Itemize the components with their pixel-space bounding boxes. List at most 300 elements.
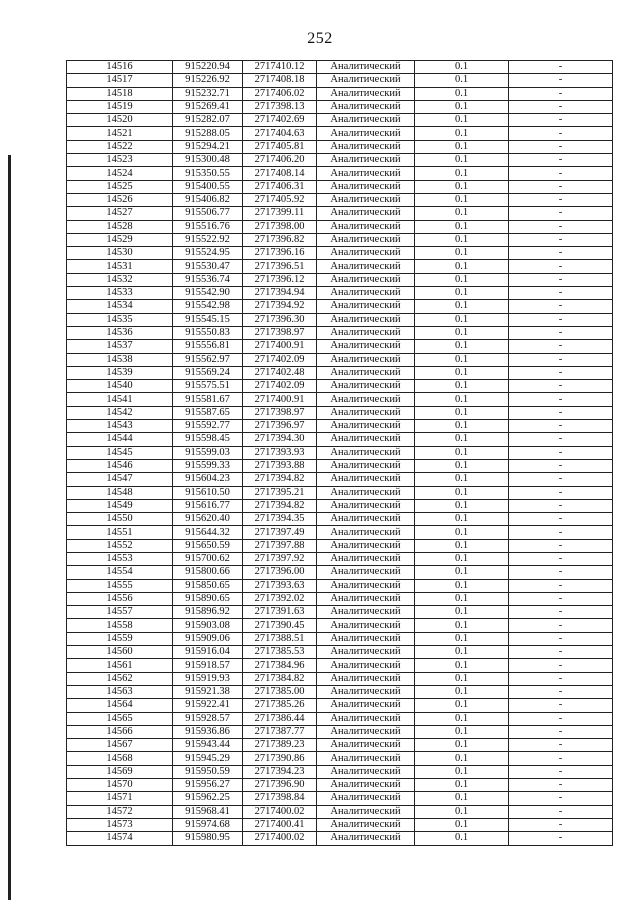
x-coordinate-cell: 915300.48 xyxy=(173,154,243,167)
method-cell: Аналитический xyxy=(317,685,415,698)
x-coordinate-cell: 915950.59 xyxy=(173,765,243,778)
point-number-cell: 14550 xyxy=(67,513,173,526)
method-cell: Аналитический xyxy=(317,154,415,167)
table-row xyxy=(67,606,613,619)
point-number-cell: 14569 xyxy=(67,765,173,778)
table-row xyxy=(67,446,613,459)
accuracy-cell: 0.1 xyxy=(415,619,509,632)
method-cell: Аналитический xyxy=(317,273,415,286)
x-coordinate-cell: 915269.41 xyxy=(173,100,243,113)
x-coordinate-cell: 915598.45 xyxy=(173,433,243,446)
x-coordinate-cell: 915550.83 xyxy=(173,326,243,339)
table-row xyxy=(67,220,613,233)
point-number-cell: 14524 xyxy=(67,167,173,180)
x-coordinate-cell: 915350.55 xyxy=(173,167,243,180)
table-row xyxy=(67,459,613,472)
note-cell: - xyxy=(509,725,613,738)
accuracy-cell: 0.1 xyxy=(415,180,509,193)
point-number-cell: 14561 xyxy=(67,659,173,672)
accuracy-cell: 0.1 xyxy=(415,193,509,206)
table-row xyxy=(67,659,613,672)
method-cell: Аналитический xyxy=(317,233,415,246)
method-cell: Аналитический xyxy=(317,486,415,499)
method-cell: Аналитический xyxy=(317,366,415,379)
accuracy-cell: 0.1 xyxy=(415,300,509,313)
accuracy-cell: 0.1 xyxy=(415,61,509,74)
note-cell: - xyxy=(509,765,613,778)
method-cell: Аналитический xyxy=(317,247,415,260)
accuracy-cell: 0.1 xyxy=(415,167,509,180)
accuracy-cell: 0.1 xyxy=(415,366,509,379)
x-coordinate-cell: 915943.44 xyxy=(173,739,243,752)
page-number: 252 xyxy=(307,30,333,47)
note-cell: - xyxy=(509,672,613,685)
note-cell: - xyxy=(509,619,613,632)
accuracy-cell: 0.1 xyxy=(415,313,509,326)
table-row xyxy=(67,247,613,260)
note-cell: - xyxy=(509,685,613,698)
method-cell: Аналитический xyxy=(317,712,415,725)
y-coordinate-cell: 2717386.44 xyxy=(243,712,317,725)
x-coordinate-cell: 915587.65 xyxy=(173,406,243,419)
note-cell: - xyxy=(509,632,613,645)
x-coordinate-cell: 915599.33 xyxy=(173,459,243,472)
y-coordinate-cell: 2717396.82 xyxy=(243,233,317,246)
accuracy-cell: 0.1 xyxy=(415,539,509,552)
y-coordinate-cell: 2717396.90 xyxy=(243,779,317,792)
note-cell: - xyxy=(509,114,613,127)
method-cell: Аналитический xyxy=(317,140,415,153)
note-cell: - xyxy=(509,87,613,100)
table-row xyxy=(67,499,613,512)
table-row xyxy=(67,180,613,193)
method-cell: Аналитический xyxy=(317,739,415,752)
accuracy-cell: 0.1 xyxy=(415,486,509,499)
method-cell: Аналитический xyxy=(317,326,415,339)
y-coordinate-cell: 2717397.88 xyxy=(243,539,317,552)
method-cell: Аналитический xyxy=(317,699,415,712)
note-cell: - xyxy=(509,699,613,712)
accuracy-cell: 0.1 xyxy=(415,725,509,738)
table-row xyxy=(67,566,613,579)
method-cell: Аналитический xyxy=(317,340,415,353)
point-number-cell: 14566 xyxy=(67,725,173,738)
note-cell: - xyxy=(509,513,613,526)
point-number-cell: 14543 xyxy=(67,420,173,433)
accuracy-cell: 0.1 xyxy=(415,446,509,459)
accuracy-cell: 0.1 xyxy=(415,459,509,472)
accuracy-cell: 0.1 xyxy=(415,752,509,765)
method-cell: Аналитический xyxy=(317,752,415,765)
y-coordinate-cell: 2717402.69 xyxy=(243,114,317,127)
note-cell: - xyxy=(509,712,613,725)
method-cell: Аналитический xyxy=(317,592,415,605)
note-cell: - xyxy=(509,247,613,260)
method-cell: Аналитический xyxy=(317,446,415,459)
accuracy-cell: 0.1 xyxy=(415,672,509,685)
note-cell: - xyxy=(509,127,613,140)
note-cell: - xyxy=(509,287,613,300)
note-cell: - xyxy=(509,233,613,246)
table-row xyxy=(67,326,613,339)
y-coordinate-cell: 2717393.88 xyxy=(243,459,317,472)
point-number-cell: 14554 xyxy=(67,566,173,579)
y-coordinate-cell: 2717394.82 xyxy=(243,473,317,486)
table-row xyxy=(67,779,613,792)
x-coordinate-cell: 915406.82 xyxy=(173,193,243,206)
point-number-cell: 14552 xyxy=(67,539,173,552)
accuracy-cell: 0.1 xyxy=(415,473,509,486)
method-cell: Аналитический xyxy=(317,180,415,193)
note-cell: - xyxy=(509,539,613,552)
point-number-cell: 14537 xyxy=(67,340,173,353)
note-cell: - xyxy=(509,140,613,153)
accuracy-cell: 0.1 xyxy=(415,659,509,672)
point-number-cell: 14534 xyxy=(67,300,173,313)
table-row xyxy=(67,725,613,738)
point-number-cell: 14556 xyxy=(67,592,173,605)
note-cell: - xyxy=(509,313,613,326)
method-cell: Аналитический xyxy=(317,300,415,313)
accuracy-cell: 0.1 xyxy=(415,685,509,698)
point-number-cell: 14530 xyxy=(67,247,173,260)
x-coordinate-cell: 915569.24 xyxy=(173,366,243,379)
x-coordinate-cell: 915928.57 xyxy=(173,712,243,725)
x-coordinate-cell: 915921.38 xyxy=(173,685,243,698)
note-cell: - xyxy=(509,420,613,433)
point-number-cell: 14516 xyxy=(67,61,173,74)
point-number-cell: 14547 xyxy=(67,473,173,486)
accuracy-cell: 0.1 xyxy=(415,739,509,752)
x-coordinate-cell: 915575.51 xyxy=(173,380,243,393)
y-coordinate-cell: 2717392.02 xyxy=(243,592,317,605)
table-row xyxy=(67,539,613,552)
accuracy-cell: 0.1 xyxy=(415,499,509,512)
accuracy-cell: 0.1 xyxy=(415,632,509,645)
table-row xyxy=(67,340,613,353)
x-coordinate-cell: 915581.67 xyxy=(173,393,243,406)
table-row xyxy=(67,87,613,100)
x-coordinate-cell: 915542.98 xyxy=(173,300,243,313)
x-coordinate-cell: 915903.08 xyxy=(173,619,243,632)
method-cell: Аналитический xyxy=(317,832,415,845)
point-number-cell: 14520 xyxy=(67,114,173,127)
table-row xyxy=(67,805,613,818)
x-coordinate-cell: 915220.94 xyxy=(173,61,243,74)
y-coordinate-cell: 2717396.51 xyxy=(243,260,317,273)
x-coordinate-cell: 915980.95 xyxy=(173,832,243,845)
point-number-cell: 14558 xyxy=(67,619,173,632)
point-number-cell: 14542 xyxy=(67,406,173,419)
method-cell: Аналитический xyxy=(317,499,415,512)
accuracy-cell: 0.1 xyxy=(415,340,509,353)
y-coordinate-cell: 2717399.11 xyxy=(243,207,317,220)
x-coordinate-cell: 915919.93 xyxy=(173,672,243,685)
point-number-cell: 14526 xyxy=(67,193,173,206)
accuracy-cell: 0.1 xyxy=(415,646,509,659)
x-coordinate-cell: 915890.65 xyxy=(173,592,243,605)
point-number-cell: 14546 xyxy=(67,459,173,472)
x-coordinate-cell: 915974.68 xyxy=(173,818,243,831)
y-coordinate-cell: 2717406.02 xyxy=(243,87,317,100)
y-coordinate-cell: 2717398.84 xyxy=(243,792,317,805)
note-cell: - xyxy=(509,406,613,419)
point-number-cell: 14571 xyxy=(67,792,173,805)
y-coordinate-cell: 2717398.97 xyxy=(243,406,317,419)
note-cell: - xyxy=(509,353,613,366)
point-number-cell: 14567 xyxy=(67,739,173,752)
y-coordinate-cell: 2717395.21 xyxy=(243,486,317,499)
table-row xyxy=(67,646,613,659)
point-number-cell: 14517 xyxy=(67,74,173,87)
point-number-cell: 14574 xyxy=(67,832,173,845)
y-coordinate-cell: 2717396.30 xyxy=(243,313,317,326)
x-coordinate-cell: 915800.66 xyxy=(173,566,243,579)
point-number-cell: 14538 xyxy=(67,353,173,366)
point-number-cell: 14549 xyxy=(67,499,173,512)
y-coordinate-cell: 2717396.97 xyxy=(243,420,317,433)
table-row xyxy=(67,739,613,752)
point-number-cell: 14551 xyxy=(67,526,173,539)
point-number-cell: 14570 xyxy=(67,779,173,792)
method-cell: Аналитический xyxy=(317,260,415,273)
accuracy-cell: 0.1 xyxy=(415,353,509,366)
table-row xyxy=(67,420,613,433)
accuracy-cell: 0.1 xyxy=(415,114,509,127)
point-number-cell: 14531 xyxy=(67,260,173,273)
table-row xyxy=(67,353,613,366)
y-coordinate-cell: 2717400.02 xyxy=(243,805,317,818)
y-coordinate-cell: 2717397.49 xyxy=(243,526,317,539)
note-cell: - xyxy=(509,752,613,765)
table-body xyxy=(67,61,613,846)
point-number-cell: 14559 xyxy=(67,632,173,645)
x-coordinate-cell: 915562.97 xyxy=(173,353,243,366)
note-cell: - xyxy=(509,526,613,539)
table-row xyxy=(67,619,613,632)
table-row xyxy=(67,526,613,539)
table-row xyxy=(67,486,613,499)
point-number-cell: 14535 xyxy=(67,313,173,326)
accuracy-cell: 0.1 xyxy=(415,420,509,433)
table-row xyxy=(67,552,613,565)
x-coordinate-cell: 915616.77 xyxy=(173,499,243,512)
note-cell: - xyxy=(509,366,613,379)
y-coordinate-cell: 2717388.51 xyxy=(243,632,317,645)
point-number-cell: 14541 xyxy=(67,393,173,406)
table-row xyxy=(67,140,613,153)
accuracy-cell: 0.1 xyxy=(415,592,509,605)
method-cell: Аналитический xyxy=(317,725,415,738)
method-cell: Аналитический xyxy=(317,207,415,220)
point-number-cell: 14568 xyxy=(67,752,173,765)
point-number-cell: 14527 xyxy=(67,207,173,220)
y-coordinate-cell: 2717384.82 xyxy=(243,672,317,685)
method-cell: Аналитический xyxy=(317,566,415,579)
accuracy-cell: 0.1 xyxy=(415,526,509,539)
note-cell: - xyxy=(509,154,613,167)
point-number-cell: 14565 xyxy=(67,712,173,725)
point-number-cell: 14553 xyxy=(67,552,173,565)
note-cell: - xyxy=(509,818,613,831)
y-coordinate-cell: 2717394.82 xyxy=(243,499,317,512)
note-cell: - xyxy=(509,459,613,472)
x-coordinate-cell: 915918.57 xyxy=(173,659,243,672)
point-number-cell: 14518 xyxy=(67,87,173,100)
point-number-cell: 14557 xyxy=(67,606,173,619)
note-cell: - xyxy=(509,473,613,486)
note-cell: - xyxy=(509,832,613,845)
method-cell: Аналитический xyxy=(317,792,415,805)
table-row xyxy=(67,818,613,831)
table-row xyxy=(67,273,613,286)
note-cell: - xyxy=(509,433,613,446)
point-number-cell: 14525 xyxy=(67,180,173,193)
accuracy-cell: 0.1 xyxy=(415,579,509,592)
y-coordinate-cell: 2717393.93 xyxy=(243,446,317,459)
point-number-cell: 14532 xyxy=(67,273,173,286)
y-coordinate-cell: 2717394.94 xyxy=(243,287,317,300)
table-row xyxy=(67,313,613,326)
x-coordinate-cell: 915604.23 xyxy=(173,473,243,486)
method-cell: Аналитический xyxy=(317,619,415,632)
accuracy-cell: 0.1 xyxy=(415,380,509,393)
note-cell: - xyxy=(509,61,613,74)
y-coordinate-cell: 2717396.12 xyxy=(243,273,317,286)
point-number-cell: 14545 xyxy=(67,446,173,459)
table-row xyxy=(67,406,613,419)
y-coordinate-cell: 2717393.63 xyxy=(243,579,317,592)
table-row xyxy=(67,699,613,712)
y-coordinate-cell: 2717410.12 xyxy=(243,61,317,74)
table-row xyxy=(67,393,613,406)
note-cell: - xyxy=(509,193,613,206)
y-coordinate-cell: 2717396.16 xyxy=(243,247,317,260)
accuracy-cell: 0.1 xyxy=(415,140,509,153)
accuracy-cell: 0.1 xyxy=(415,287,509,300)
x-coordinate-cell: 915232.71 xyxy=(173,87,243,100)
table-row xyxy=(67,433,613,446)
method-cell: Аналитический xyxy=(317,513,415,526)
accuracy-cell: 0.1 xyxy=(415,513,509,526)
note-cell: - xyxy=(509,180,613,193)
method-cell: Аналитический xyxy=(317,313,415,326)
x-coordinate-cell: 915700.62 xyxy=(173,552,243,565)
x-coordinate-cell: 915592.77 xyxy=(173,420,243,433)
table-row xyxy=(67,592,613,605)
table-row xyxy=(67,100,613,113)
accuracy-cell: 0.1 xyxy=(415,87,509,100)
point-number-cell: 14562 xyxy=(67,672,173,685)
accuracy-cell: 0.1 xyxy=(415,154,509,167)
note-cell: - xyxy=(509,566,613,579)
point-number-cell: 14528 xyxy=(67,220,173,233)
table-row xyxy=(67,473,613,486)
x-coordinate-cell: 915620.40 xyxy=(173,513,243,526)
accuracy-cell: 0.1 xyxy=(415,326,509,339)
table-row xyxy=(67,154,613,167)
accuracy-cell: 0.1 xyxy=(415,805,509,818)
accuracy-cell: 0.1 xyxy=(415,74,509,87)
table-row xyxy=(67,114,613,127)
x-coordinate-cell: 915644.32 xyxy=(173,526,243,539)
x-coordinate-cell: 915968.41 xyxy=(173,805,243,818)
x-coordinate-cell: 915282.07 xyxy=(173,114,243,127)
table-row xyxy=(67,207,613,220)
table-row xyxy=(67,287,613,300)
y-coordinate-cell: 2717390.86 xyxy=(243,752,317,765)
accuracy-cell: 0.1 xyxy=(415,779,509,792)
table-row xyxy=(67,792,613,805)
y-coordinate-cell: 2717398.00 xyxy=(243,220,317,233)
method-cell: Аналитический xyxy=(317,646,415,659)
y-coordinate-cell: 2717385.00 xyxy=(243,685,317,698)
note-cell: - xyxy=(509,260,613,273)
method-cell: Аналитический xyxy=(317,100,415,113)
note-cell: - xyxy=(509,340,613,353)
x-coordinate-cell: 915545.15 xyxy=(173,313,243,326)
y-coordinate-cell: 2717385.26 xyxy=(243,699,317,712)
y-coordinate-cell: 2717400.91 xyxy=(243,340,317,353)
method-cell: Аналитический xyxy=(317,552,415,565)
note-cell: - xyxy=(509,380,613,393)
method-cell: Аналитический xyxy=(317,74,415,87)
accuracy-cell: 0.1 xyxy=(415,100,509,113)
method-cell: Аналитический xyxy=(317,473,415,486)
method-cell: Аналитический xyxy=(317,167,415,180)
coordinates-table xyxy=(66,60,613,846)
note-cell: - xyxy=(509,606,613,619)
point-number-cell: 14529 xyxy=(67,233,173,246)
x-coordinate-cell: 915896.92 xyxy=(173,606,243,619)
x-coordinate-cell: 915610.50 xyxy=(173,486,243,499)
y-coordinate-cell: 2717402.09 xyxy=(243,353,317,366)
accuracy-cell: 0.1 xyxy=(415,207,509,220)
y-coordinate-cell: 2717402.09 xyxy=(243,380,317,393)
table-row xyxy=(67,61,613,74)
method-cell: Аналитический xyxy=(317,287,415,300)
point-number-cell: 14573 xyxy=(67,818,173,831)
table-row xyxy=(67,380,613,393)
y-coordinate-cell: 2717406.20 xyxy=(243,154,317,167)
method-cell: Аналитический xyxy=(317,380,415,393)
point-number-cell: 14572 xyxy=(67,805,173,818)
y-coordinate-cell: 2717408.18 xyxy=(243,74,317,87)
method-cell: Аналитический xyxy=(317,420,415,433)
accuracy-cell: 0.1 xyxy=(415,552,509,565)
x-coordinate-cell: 915850.65 xyxy=(173,579,243,592)
y-coordinate-cell: 2717405.81 xyxy=(243,140,317,153)
table-row xyxy=(67,74,613,87)
x-coordinate-cell: 915542.90 xyxy=(173,287,243,300)
accuracy-cell: 0.1 xyxy=(415,247,509,260)
method-cell: Аналитический xyxy=(317,433,415,446)
x-coordinate-cell: 915962.25 xyxy=(173,792,243,805)
note-cell: - xyxy=(509,499,613,512)
table-row xyxy=(67,300,613,313)
point-number-cell: 14536 xyxy=(67,326,173,339)
y-coordinate-cell: 2717394.92 xyxy=(243,300,317,313)
point-number-cell: 14540 xyxy=(67,380,173,393)
binding-mark xyxy=(8,155,11,900)
method-cell: Аналитический xyxy=(317,765,415,778)
point-number-cell: 14563 xyxy=(67,685,173,698)
table-row xyxy=(67,752,613,765)
y-coordinate-cell: 2717396.00 xyxy=(243,566,317,579)
y-coordinate-cell: 2717404.63 xyxy=(243,127,317,140)
y-coordinate-cell: 2717394.30 xyxy=(243,433,317,446)
x-coordinate-cell: 915945.29 xyxy=(173,752,243,765)
